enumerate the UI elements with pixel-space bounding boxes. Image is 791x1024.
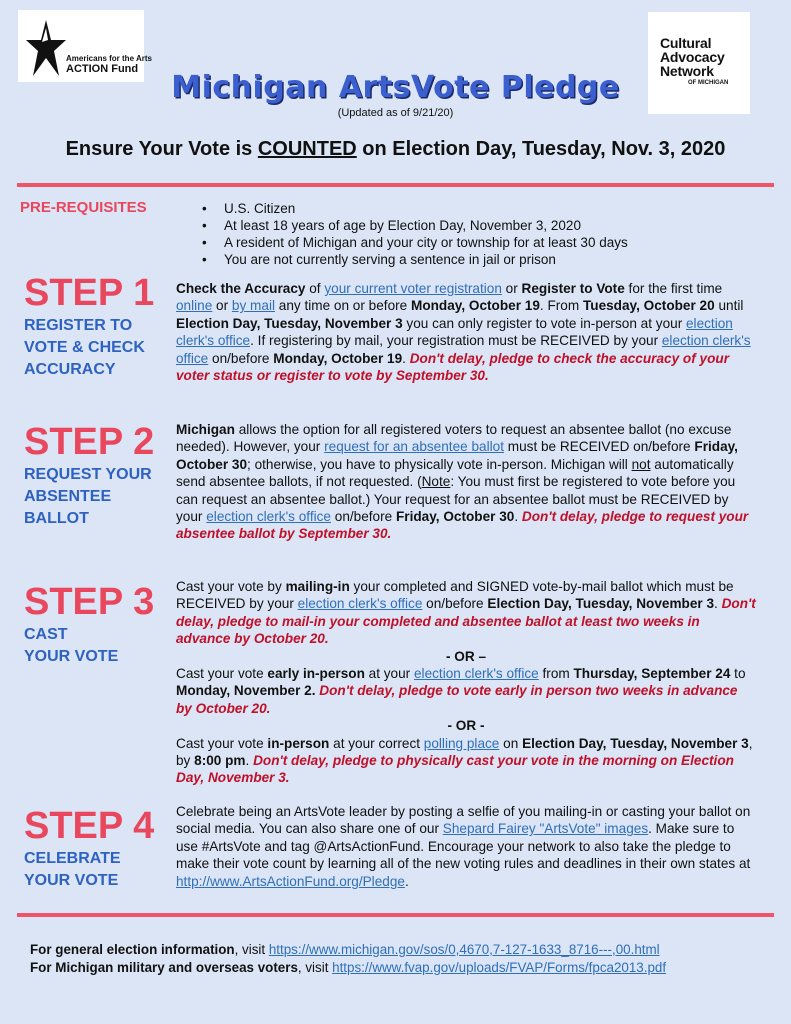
text-underline: Note [421, 474, 451, 490]
step3-number: STEP 3 [24, 581, 155, 623]
election-clerk-link[interactable]: election clerk's office [176, 315, 733, 349]
footer-line1 [30, 941, 666, 959]
divider-bottom [17, 913, 774, 917]
page-title: Michigan ArtsVote Pledge [171, 70, 620, 105]
subtitle-emph: COUNTED [257, 138, 357, 160]
text: to [730, 666, 746, 682]
step2-label-line: REQUEST YOUR [24, 466, 152, 483]
text: on/before [208, 350, 274, 366]
text-bold: 8:00 pm [194, 753, 246, 769]
text-bold: mailing-in [285, 579, 350, 594]
text: you can only register to vote in-person at your [402, 315, 686, 331]
text: . [404, 873, 409, 889]
text: Cast your vote [176, 666, 268, 682]
text: from [538, 666, 574, 682]
pledge-text: Don't delay, pledge to vote early in person two weeks in advance by October 20. [176, 683, 738, 716]
text: any time on or before [274, 298, 411, 314]
online-link[interactable]: online [176, 298, 213, 314]
text: Cast your vote [176, 735, 268, 751]
text: on/before [330, 509, 396, 525]
step3-option-early [176, 665, 756, 717]
text: until [714, 298, 744, 314]
text-bold: Check the Accuracy [176, 281, 306, 296]
logo-line1: Americans for the Arts [66, 54, 152, 63]
text-bold: Thursday, September 24 [573, 666, 731, 682]
step1-label-line: REGISTER TO [24, 317, 133, 334]
text-underline: not [631, 456, 651, 472]
prereq-label: PRE-REQUISITES [20, 199, 147, 216]
text: , visit [234, 942, 269, 957]
text: Cast your vote by [176, 579, 286, 594]
pledge-text: Don't delay, pledge to check the accuracy of your voter status or register to vote by September 30. [176, 350, 729, 384]
absentee-request-link[interactable]: request for an absentee ballot [324, 439, 504, 455]
text: on [499, 735, 523, 751]
step3-option-inperson [176, 735, 756, 787]
text-bold: Election Day, Tuesday, November 3 [487, 596, 715, 612]
text-bold: Monday, October 19 [273, 350, 403, 366]
text-bold: Tuesday, October 20 [582, 298, 715, 314]
subtitle-before: Ensure Your Vote is [65, 138, 258, 160]
step4-label-line: YOUR VOTE [24, 872, 119, 889]
step4-number: STEP 4 [24, 805, 155, 847]
shepard-fairey-images-link[interactable]: Shepard Fairey "ArtsVote" images [442, 821, 649, 837]
step4-label-line: CELEBRATE [24, 850, 121, 867]
logo-right-line2: Advocacy [660, 49, 725, 65]
text: automatically send absentee ballots, if not requested. ( [176, 456, 734, 490]
step2-body [176, 421, 756, 543]
text-bold: Register to Vote [521, 281, 625, 296]
text: , by [176, 735, 753, 769]
logo-line2: ACTION Fund [66, 63, 139, 75]
michigan-sos-link[interactable]: https://www.michigan.gov/sos/0,4670,7-127-1633_8716---,00.html [268, 942, 660, 957]
list-item: • You are not currently serving a sentence in jail or prison [200, 251, 628, 268]
pledge-text: Don't delay, pledge to request your absentee ballot by September 30. [176, 509, 749, 542]
list-item: • U.S. Citizen [200, 200, 628, 217]
step2-label-line: BALLOT [24, 510, 89, 527]
logo-right-line3: Network [660, 63, 714, 79]
text-bold: Election Day, Tuesday, November 3 [176, 315, 403, 331]
text-bold: Friday, October 30 [176, 439, 738, 472]
step3-option-mail [176, 578, 756, 648]
list-item: • A resident of Michigan and your city or township for at least 30 days [200, 234, 628, 251]
text-bold: in-person [267, 735, 330, 751]
step2-label-line: ABSENTEE [24, 488, 112, 505]
polling-place-link[interactable]: polling place [423, 735, 500, 751]
election-clerk-link[interactable]: election clerk's office [206, 509, 331, 525]
pledge-text: Don't delay, pledge to physically cast your vote in the morning on Election Day, November 3. [176, 753, 734, 786]
footer [30, 941, 666, 977]
text-bold: Election Day, Tuesday, November 3 [522, 735, 749, 751]
text-bold: Friday, October 30 [395, 509, 515, 525]
text: . Make sure to use #ArtsVote and tag @ArtsActionFund. Encourage your network to also take the pledge to make their vote count by learning all of the new voting rules and deadlines in their own states at [176, 821, 751, 872]
text: Celebrate being an ArtsVote leader by posting a selfie of you mailing-in or casting your ballot on social media. You can also share one of our [176, 804, 751, 837]
text-bold: For general election information [30, 942, 235, 957]
or-separator: - OR – [445, 648, 487, 664]
step3-body [176, 578, 756, 787]
step3-label-line: CAST [24, 626, 68, 643]
election-clerk-link[interactable]: election clerk's office [176, 333, 751, 366]
text: . [514, 509, 522, 525]
prereq-list [200, 200, 628, 268]
text: , visit [297, 960, 333, 975]
text: . [245, 753, 254, 769]
text: or [212, 298, 232, 314]
text: . [402, 350, 410, 366]
text: of [305, 281, 325, 296]
text-bold: For Michigan military and overseas voters [30, 960, 298, 975]
step1-body [176, 280, 756, 384]
election-clerk-link[interactable]: election clerk's office [297, 596, 423, 612]
divider-top [17, 183, 774, 187]
text: allows the option for all registered voters to request an absentee ballot (no excuse needed). However, your [176, 422, 732, 455]
text: your completed and SIGNED vote-by-mail ballot which must be RECEIVED by your [176, 579, 734, 612]
fvap-link[interactable]: https://www.fvap.gov/uploads/FVAP/Forms/fpca2013.pdf [332, 960, 667, 975]
step1-number: STEP 1 [24, 272, 155, 314]
text: ; otherwise, you have to physically vote in-person. Michigan will [247, 456, 632, 472]
text: at your correct [329, 735, 424, 751]
pledge-link[interactable]: http://www.ArtsActionFund.org/Pledge [176, 873, 405, 889]
list-item: • At least 18 years of age by Election Day, November 3, 2020 [200, 217, 628, 234]
page-subtitle [0, 138, 791, 161]
step1-label-line: VOTE & CHECK [24, 339, 145, 356]
text: . From [539, 298, 583, 314]
step2-number: STEP 2 [24, 421, 155, 463]
logo-right-line1: Cultural [660, 35, 712, 51]
election-clerk-link[interactable]: election clerk's office [414, 666, 539, 682]
text-bold: Monday, November 2. [176, 683, 316, 699]
text: for the first time [624, 281, 723, 296]
logo-right-line4: OF MICHIGAN [688, 80, 729, 86]
text: at your [364, 666, 414, 682]
updated-date: (Updated as of 9/21/20) [337, 107, 454, 119]
step1-label-line: ACCURACY [24, 361, 116, 378]
text: : You must first be registered to vote before you can request an absentee ballot.) Your request for an absentee ballot must be RECEIVED by your [176, 474, 736, 525]
text: must be RECEIVED on/before [503, 439, 695, 455]
or-separator: - OR - [447, 718, 485, 734]
subtitle-after: on Election Day, Tuesday, Nov. 3, 2020 [356, 138, 726, 160]
step4-label [24, 848, 121, 892]
step3-label-line: YOUR VOTE [24, 648, 119, 665]
text: or [501, 281, 522, 296]
step4-body [176, 803, 756, 890]
text-bold: early in-person [267, 666, 365, 682]
by-mail-link[interactable]: by mail [231, 298, 275, 314]
text-bold: Monday, October 19 [411, 298, 540, 314]
text: . [714, 596, 722, 612]
pledge-text: Don't delay, pledge to mail-in your completed and absentee ballot at least two weeks in advance by October 20. [176, 596, 756, 647]
step3-label [24, 624, 118, 668]
footer-line2 [30, 959, 666, 977]
text: on/before [422, 596, 488, 612]
text-bold: Michigan [176, 422, 235, 437]
step2-label [24, 464, 152, 530]
voter-registration-link[interactable]: your current voter registration [324, 281, 502, 296]
text: . If registering by mail, your registration must be RECEIVED by your [250, 333, 662, 349]
step1-label [24, 315, 145, 381]
